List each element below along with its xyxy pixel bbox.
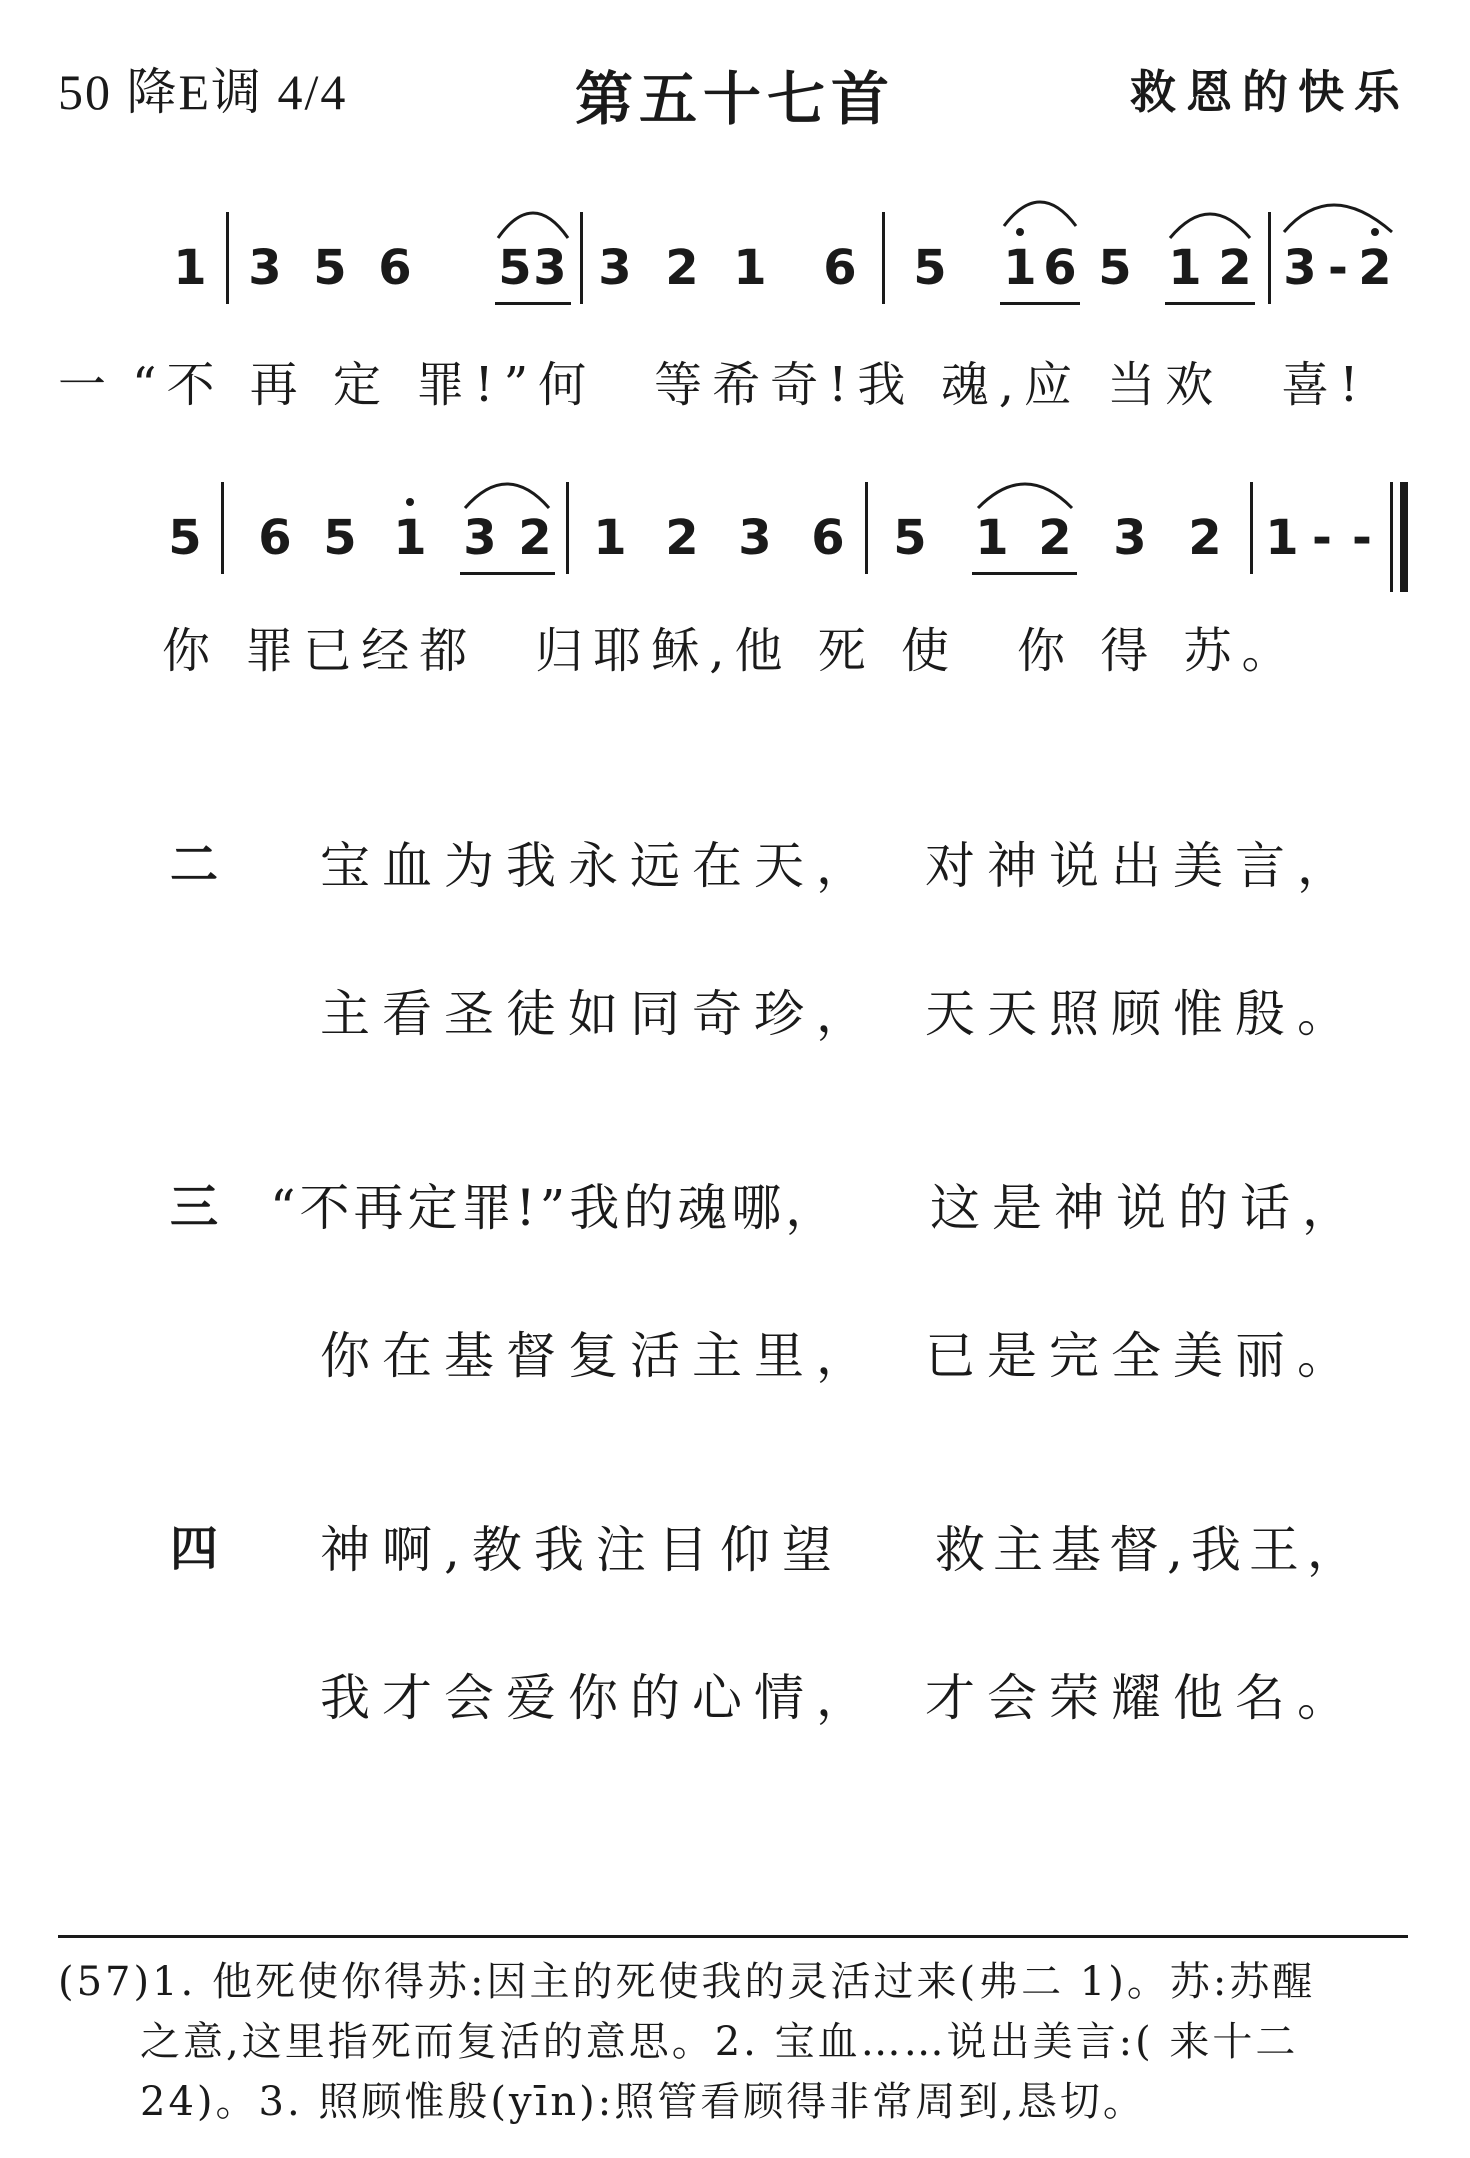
verse-line: 对神说出美言， — [925, 837, 1359, 895]
note: 3 — [533, 240, 567, 296]
verse-line: 救主基督,我王， — [935, 1521, 1365, 1579]
note: 2 — [1188, 510, 1222, 566]
note: 1 — [1265, 510, 1299, 566]
verse-line: 已是完全美丽。 — [925, 1327, 1359, 1385]
note: 3 — [1113, 510, 1147, 566]
verse-number: 四 — [170, 1521, 219, 1577]
note: 3 — [463, 510, 497, 566]
note: - — [1352, 510, 1372, 566]
note: 3 — [738, 510, 772, 566]
note: 5 — [313, 240, 347, 296]
note: 2 — [1218, 240, 1252, 296]
verse-number: 三 — [170, 1179, 219, 1235]
slur — [978, 484, 1072, 508]
note: 5 — [323, 510, 357, 566]
verse-line: 天天照顾惟殷。 — [925, 985, 1359, 1043]
verse-line: 我才会爱你的心情， — [320, 1669, 878, 1727]
note: 1 — [593, 510, 627, 566]
hymn-subtitle: 救恩的快乐 — [1130, 65, 1410, 119]
note: 1 — [393, 510, 427, 566]
verse-number: 二 — [170, 837, 219, 893]
slurs — [0, 0, 1470, 620]
note: 6 — [258, 510, 292, 566]
note: 1 — [975, 510, 1009, 566]
footnote-line-1: (57)1. 他死使你得苏:因主的死使我的灵活过来(弗二 1)。苏:苏醒 — [58, 1959, 1316, 2005]
note: 5 — [913, 240, 947, 296]
note: 1 — [1168, 240, 1202, 296]
verse-line: 主看圣徒如同奇珍， — [320, 985, 878, 1043]
note: 2 — [518, 510, 552, 566]
verse-line: “不再定罪!”我的魂哪， — [270, 1179, 840, 1237]
note: 5 — [168, 510, 202, 566]
verse1-number: 一 — [58, 357, 117, 413]
footnote-line-3: 24)。3. 照顾惟殷(yīn):照管看顾得非常周到,恳切。 — [140, 2079, 1146, 2125]
note: 2 — [665, 510, 699, 566]
verse-line: 神啊,教我注目仰望 — [320, 1521, 844, 1579]
verse-line: 宝血为我永远在天， — [320, 837, 878, 895]
footnote-line-2: 之意,这里指死而复活的意思。2. 宝血……说出美言:( 来十二 — [140, 2019, 1299, 2065]
verse1-line2: 你 罪已经都 归耶稣,他 死 使 你 得 苏。 — [162, 623, 1300, 679]
footnote-divider — [58, 1935, 1408, 1938]
verse-line: 你在基督复活主里， — [320, 1327, 878, 1385]
note: - — [1312, 510, 1332, 566]
verse-line: 才会荣耀他名。 — [925, 1669, 1359, 1727]
note: 5 — [1098, 240, 1132, 296]
note: 6 — [378, 240, 412, 296]
note: 1 — [173, 240, 207, 296]
note: 3 — [598, 240, 632, 296]
hymn-key-meter: 50 降E调 4/4 — [58, 64, 348, 120]
note: 2 — [1358, 240, 1392, 296]
verse1-line1: “不 再 定 罪!”何 等希奇!我 魂,应 当欢 喜! — [132, 357, 1369, 413]
hymn-title: 第五十七首 — [574, 65, 895, 133]
note: 5 — [498, 240, 532, 296]
note: 5 — [893, 510, 927, 566]
note: 6 — [823, 240, 857, 296]
note: 6 — [811, 510, 845, 566]
note: 6 — [1043, 240, 1077, 296]
note: 3 — [248, 240, 282, 296]
verse-line: 这是神说的话， — [930, 1179, 1364, 1237]
note: 1 — [733, 240, 767, 296]
slur — [465, 484, 549, 508]
note: 2 — [1038, 510, 1072, 566]
note: - — [1328, 240, 1348, 296]
note: 3 — [1283, 240, 1317, 296]
note: 2 — [665, 240, 699, 296]
note: 1 — [1003, 240, 1037, 296]
